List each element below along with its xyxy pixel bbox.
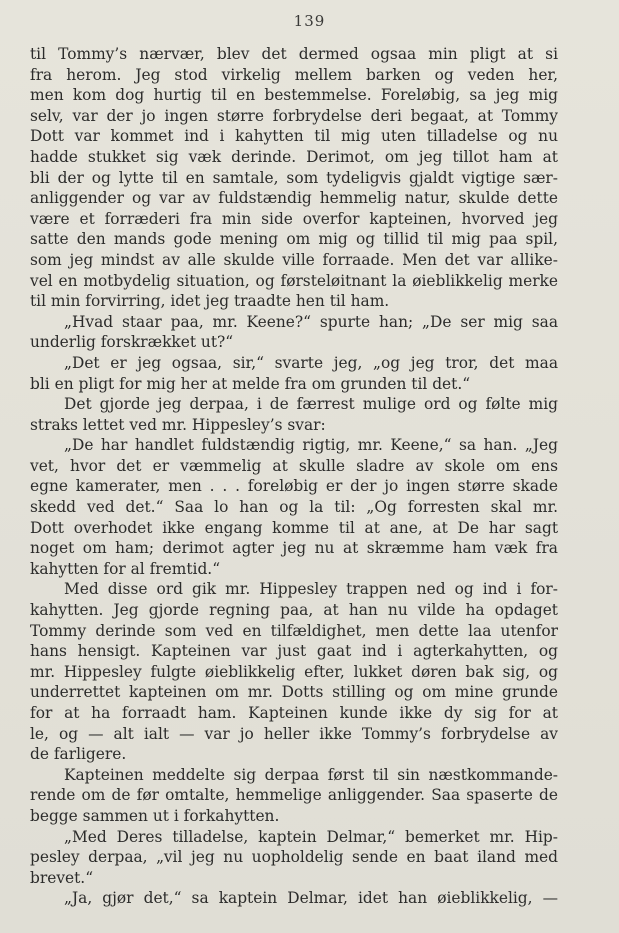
text-line: underrettet kapteinen om mr. Dotts stilling og om mine grunde — [30, 683, 558, 702]
text-line: bli der og lytte til en samtale, som tydeligvis gjaldt vigtige sær- — [30, 168, 558, 187]
text-line: hans hensigt. Kapteinen var just gaat ind i agterkahytten, og — [30, 642, 558, 661]
text-line: Dott var kommet ind i kahytten til mig uten tilladelse og nu — [30, 127, 558, 146]
text-line: være et forræderi fra min side overfor kapteinen, hvorved jeg — [30, 209, 558, 228]
text-line: egne kamerater, men . . . foreløbig er der jo ingen større skade — [30, 477, 558, 496]
text-line: kahytten for al fremtid.“ — [30, 559, 221, 578]
text-line: for at ha forraadt ham. Kapteinen kunde ikke dy sig for at — [30, 704, 558, 722]
text-line: brevet.“ — [30, 868, 94, 887]
text-line: „Med Deres tilladelse, kaptein Delmar,“ bemerket mr. Hip- — [64, 827, 558, 846]
text-line: som jeg mindst av alle skulde ville forraade. Men det var allike- — [30, 250, 558, 269]
text-line: Det gjorde jeg derpaa, i de færrest mulige ord og følte mig — [64, 395, 558, 414]
text-line: „De har handlet fuldstændig rigtig, mr. Keene,“ sa han. „Jeg — [64, 436, 558, 455]
text-line: skedd ved det.“ Saa lo han og la til: „Og forresten skal mr. — [30, 498, 558, 517]
text-line: satte den mands gode mening om mig og tillid til mig paa spil, — [30, 230, 558, 249]
text-line: de farligere. — [30, 745, 127, 764]
text-line: „Ja, gjør det,“ sa kaptein Delmar, idet han øieblikkelig, — — [64, 889, 558, 908]
text-line: Kapteinen meddelte sig derpaa først til sin næstkommande- — [64, 765, 558, 784]
text-line: Dott overhodet ikke engang komme til at ane, at De har sagt — [30, 518, 558, 537]
text-line: men kom dog hurtig til en bestemmelse. Foreløbig, sa jeg mig — [30, 86, 558, 105]
text-line: fra herom. Jeg stod virkelig mellem barken og veden her, — [30, 65, 558, 84]
text-line: kahytten. Jeg gjorde regning paa, at han nu vilde ha opdaget — [30, 601, 558, 620]
text-line: vel en motbydelig situation, og førsteløitnant la øieblikkelig merke — [30, 271, 558, 290]
text-line: anliggender og var av fuldstændig hemmelig natur, skulde dette — [30, 189, 558, 208]
text-line: pesley derpaa, „vil jeg nu uopholdelig sende en baat iland med — [30, 848, 558, 867]
text-line: rende om de før omtalte, hemmelige anliggender. Saa spaserte de — [30, 786, 558, 805]
text-line: underlig forskrækket ut?“ — [30, 333, 234, 352]
text-line: noget om ham; derimot agter jeg nu at skræmme ham væk fra — [30, 539, 558, 558]
text-line: hadde stukket sig væk derinde. Derimot, om jeg tillot ham at — [30, 147, 558, 166]
text-line: til Tommy’s nærvær, blev det dermed ogsaa min pligt at si — [30, 45, 558, 63]
text-line: Med disse ord gik mr. Hippesley trappen ned og ind i for- — [64, 580, 558, 599]
text-line: „Det er jeg ogsaa, sir,“ svarte jeg, „og jeg tror, det maa — [64, 353, 558, 372]
text-line: bli en pligt for mig her at melde fra om grunden til det.“ — [30, 374, 471, 393]
text-line: selv, var der jo ingen større forbrydelse deri begaat, at Tommy — [30, 106, 558, 125]
body-text — [30, 44, 558, 909]
text-line: vet, hvor det er væmmelig at skulle sladre av skole om ens — [30, 456, 558, 475]
text-line: Tommy derinde som ved en tilfældighet, men dette laa utenfor — [30, 621, 558, 640]
text-line: mr. Hippesley fulgte øieblikkelig efter, lukket døren bak sig, og — [30, 662, 558, 681]
page-number: 139 — [293, 12, 326, 30]
text-line: le, og — alt ialt — var jo heller ikke Tommy’s forbrydelse av — [30, 724, 558, 743]
text-line: til min forvirring, idet jeg traadte hen til ham. — [30, 292, 390, 311]
text-line: straks lettet ved mr. Hippesley’s svar: — [30, 415, 326, 434]
text-line: „Hvad staar paa, mr. Keene?“ spurte han; „De ser mig saa — [64, 312, 558, 331]
text-line: begge sammen ut i forkahytten. — [30, 806, 280, 825]
